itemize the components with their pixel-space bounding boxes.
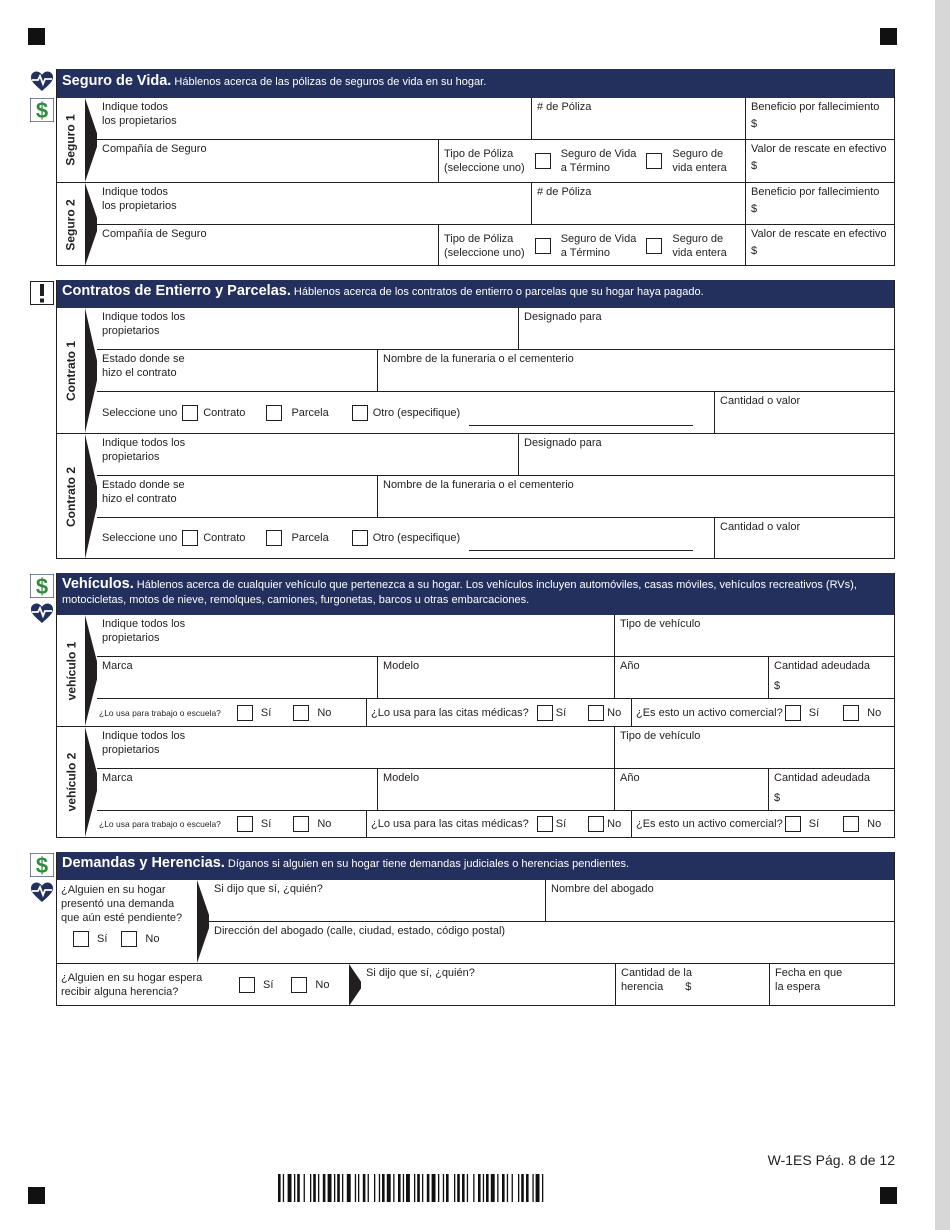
life-insurance-body: [56, 98, 895, 266]
lawsuit-no-checkbox[interactable]: [121, 931, 137, 947]
business-no-checkbox[interactable]: [843, 705, 859, 721]
vehicle-label: vehículo 1: [64, 641, 78, 700]
death-benefit-field[interactable]: Beneficio por fallecimiento $: [745, 183, 894, 224]
funeral-home-field[interactable]: Nombre de la funeraria o el cementerio: [377, 476, 894, 517]
cash-value-field[interactable]: Valor de rescate en efectivo $: [745, 140, 894, 182]
vehicles-section: [56, 573, 895, 838]
business-yes-checkbox[interactable]: [785, 816, 801, 832]
whole-life-label: Seguro de vida entera: [672, 148, 727, 174]
life-insurance-header: [57, 69, 894, 98]
vehicles-title: Vehículos.: [62, 576, 134, 592]
contract-type-group: Seleccione uno Contrato Parcela Otro (especifique): [97, 518, 714, 558]
owners-field[interactable]: Indique todos los propietarios: [102, 311, 186, 337]
owners-field[interactable]: Indique todos los propietarios: [102, 730, 186, 756]
cash-value-field[interactable]: Valor de rescate en efectivo $: [745, 225, 894, 266]
page-number: W-1ES Pág. 8 de 12: [767, 1152, 895, 1168]
owners-field[interactable]: Indique todos los propietarios: [102, 618, 186, 644]
burial-subtitle: Háblenos acerca de los contratos de entierro o parcelas que su hogar haya pagado.: [293, 286, 704, 298]
svg-text:$: $: [35, 853, 49, 877]
other-checkbox[interactable]: [352, 530, 368, 546]
contract-label: Contrato 2: [64, 466, 78, 527]
owners-field[interactable]: Indique todos los propietarios: [102, 186, 177, 212]
owners-field[interactable]: Indique todos los propietarios: [102, 101, 177, 127]
work-school-group: ¿Lo usa para trabajo o escuela? Sí No: [99, 818, 332, 830]
burial-header: [57, 280, 894, 308]
model-field[interactable]: Modelo: [377, 769, 614, 810]
business-yes-checkbox[interactable]: [785, 705, 801, 721]
amount-value-field[interactable]: Cantidad o valor: [714, 392, 894, 433]
barcode-icon: [278, 1174, 630, 1202]
lawsuits-section: [56, 852, 895, 1006]
plot-checkbox[interactable]: [266, 405, 282, 421]
burial-contract-2: [57, 433, 894, 559]
heart-monitor-icon: [30, 70, 54, 94]
life-insurance-subtitle: Háblenos acerca de las pólizas de seguros de vida en su hogar.: [174, 76, 487, 88]
vehicles-header: [57, 573, 894, 615]
work-school-yes-checkbox[interactable]: [237, 816, 253, 832]
owners-field[interactable]: Indique todos los propietarios: [102, 437, 186, 463]
vehicle-type-field[interactable]: Tipo de vehículo: [614, 727, 894, 768]
medical-no-checkbox[interactable]: [588, 705, 604, 721]
term-life-label: Seguro de Vida a Término: [560, 232, 637, 259]
policy-type-group: Tipo de Póliza (seleccione uno) Seguro de Vida a Término Seguro de vida entera: [438, 140, 745, 182]
model-field[interactable]: Modelo: [377, 657, 614, 698]
year-field[interactable]: Año: [614, 769, 768, 810]
term-life-label: Seguro de Vida a Término: [560, 148, 637, 174]
business-asset-group: ¿Es esto un activo comercial? Sí No: [631, 811, 894, 837]
work-school-no-checkbox[interactable]: [293, 816, 309, 832]
svg-text:$: $: [35, 98, 49, 122]
attorney-address-field[interactable]: Dirección del abogado (calle, ciudad, estado, código postal): [214, 925, 506, 937]
inheritance-question: ¿Alguien en su hogar espera recibir alguna herencia? Sí No: [61, 971, 330, 998]
lawsuits-header: [57, 852, 894, 880]
life-policy-2: [57, 182, 894, 266]
designated-for-field[interactable]: Designado para: [518, 308, 894, 349]
other-specify-input[interactable]: [469, 412, 693, 426]
contract-type-group: Seleccione uno Contrato Parcela Otro (especifique): [97, 392, 714, 433]
svg-text:$: $: [35, 574, 49, 598]
make-field[interactable]: Marca: [102, 772, 133, 784]
year-field[interactable]: Año: [614, 657, 768, 698]
amount-owed-field[interactable]: Cantidad adeudada $: [768, 657, 894, 698]
registration-mark-bottom-left: [28, 1187, 45, 1204]
work-school-group: ¿Lo usa para trabajo o escuela? Sí No: [99, 706, 332, 719]
work-school-yes-checkbox[interactable]: [237, 705, 253, 721]
contract-label: Contrato 1: [64, 340, 78, 401]
whole-life-checkbox[interactable]: [646, 238, 662, 254]
lawsuit-yes-checkbox[interactable]: [73, 931, 89, 947]
life-policy-label: Seguro 1: [64, 114, 79, 166]
contract-state-field[interactable]: Estado donde se hizo el contrato: [102, 479, 185, 505]
dollar-icon: [30, 98, 54, 122]
dollar-icon: [30, 574, 54, 598]
registration-mark-top-left: [28, 28, 45, 45]
insurance-company-field[interactable]: Compañía de Seguro: [102, 143, 207, 155]
whole-life-checkbox[interactable]: [646, 153, 662, 169]
business-asset-group: ¿Es esto un activo comercial? Sí No: [631, 699, 894, 726]
registration-mark-top-right: [880, 28, 897, 45]
vehicle-label: vehículo 2: [64, 752, 78, 812]
medical-group: ¿Lo usa para las citas médicas? Sí No: [366, 699, 631, 726]
heart-monitor-icon: [30, 881, 54, 905]
burial-title: Contratos de Entierro y Parcelas.: [62, 283, 291, 299]
contract-state-field[interactable]: Estado donde se hizo el contrato: [102, 353, 185, 379]
burial-contract-1: [57, 308, 894, 433]
life-policy-label: Seguro 2: [64, 198, 79, 251]
exclamation-icon: [30, 281, 54, 305]
vehicle-type-field[interactable]: Tipo de vehículo: [614, 615, 894, 656]
designated-for-field[interactable]: Designado para: [518, 434, 894, 475]
attorney-name-field[interactable]: Nombre del abogado: [545, 880, 894, 921]
term-life-checkbox[interactable]: [535, 238, 551, 254]
policy-type-group: Tipo de Póliza (seleccione uno) Seguro de Vida a Término Seguro de vida entera: [438, 225, 745, 266]
vehicles-subtitle: Háblenos acerca de cualquier vehículo que pertenezca a su hogar. Los vehículos incluyen automóviles, casas móviles, vehículos recreativos (RVs), motocicletas, motos de nieve, remolques, camiones, furgonetas, barcos u otras embarcaciones.: [62, 579, 857, 606]
lawsuit-who-field[interactable]: Si dijo que sí, ¿quién?: [214, 883, 323, 895]
amount-owed-field[interactable]: Cantidad adeudada $: [768, 769, 894, 810]
page-edge-bar: [935, 0, 950, 1230]
work-school-no-checkbox[interactable]: [293, 705, 309, 721]
whole-life-label: Seguro de vida entera: [672, 232, 727, 259]
medical-yes-checkbox[interactable]: [537, 816, 553, 832]
contract-checkbox[interactable]: [182, 530, 198, 546]
inheritance-amount-field[interactable]: Cantidad de la herencia $: [615, 964, 769, 1005]
lawsuits-subtitle: Díganos si alguien en su hogar tiene demandas judiciales o herencias pendientes.: [227, 858, 630, 870]
funeral-home-field[interactable]: Nombre de la funeraria o el cementerio: [377, 350, 894, 391]
insurance-company-field[interactable]: Compañía de Seguro: [102, 228, 207, 240]
make-field[interactable]: Marca: [102, 660, 133, 672]
other-checkbox[interactable]: [352, 405, 368, 421]
dollar-icon: [30, 853, 54, 877]
inheritance-yes-checkbox[interactable]: [239, 977, 255, 993]
plot-checkbox[interactable]: [266, 530, 282, 546]
vehicle-1: [57, 615, 894, 726]
burial-section: [56, 280, 895, 559]
inheritance-who-field[interactable]: Si dijo que sí, ¿quién?: [366, 967, 475, 979]
life-insurance-title: Seguro de Vida.: [62, 73, 172, 89]
policy-number-field[interactable]: # de Póliza: [531, 98, 745, 139]
registration-mark-bottom-right: [880, 1187, 897, 1204]
lawsuits-title: Demandas y Herencias.: [62, 855, 225, 871]
life-policy-1: [57, 98, 894, 182]
policy-number-field[interactable]: # de Póliza: [531, 183, 745, 224]
lawsuit-question: ¿Alguien en su hogar presentó una demanda que aún esté pendiente? Sí No: [61, 884, 183, 945]
medical-yes-checkbox[interactable]: [537, 705, 553, 721]
amount-value-field[interactable]: Cantidad o valor: [714, 518, 894, 558]
term-life-checkbox[interactable]: [535, 153, 551, 169]
vehicle-2: [57, 726, 894, 837]
heart-monitor-icon: [30, 602, 54, 626]
contract-checkbox[interactable]: [182, 405, 198, 421]
medical-no-checkbox[interactable]: [588, 816, 604, 832]
death-benefit-field[interactable]: Beneficio por fallecimiento $: [745, 98, 894, 139]
business-no-checkbox[interactable]: [843, 816, 859, 832]
medical-group: ¿Lo usa para las citas médicas? Sí No: [366, 811, 631, 837]
inheritance-date-field[interactable]: Fecha en que la espera: [769, 964, 894, 1005]
inheritance-no-checkbox[interactable]: [291, 977, 307, 993]
other-specify-input[interactable]: [469, 537, 693, 551]
